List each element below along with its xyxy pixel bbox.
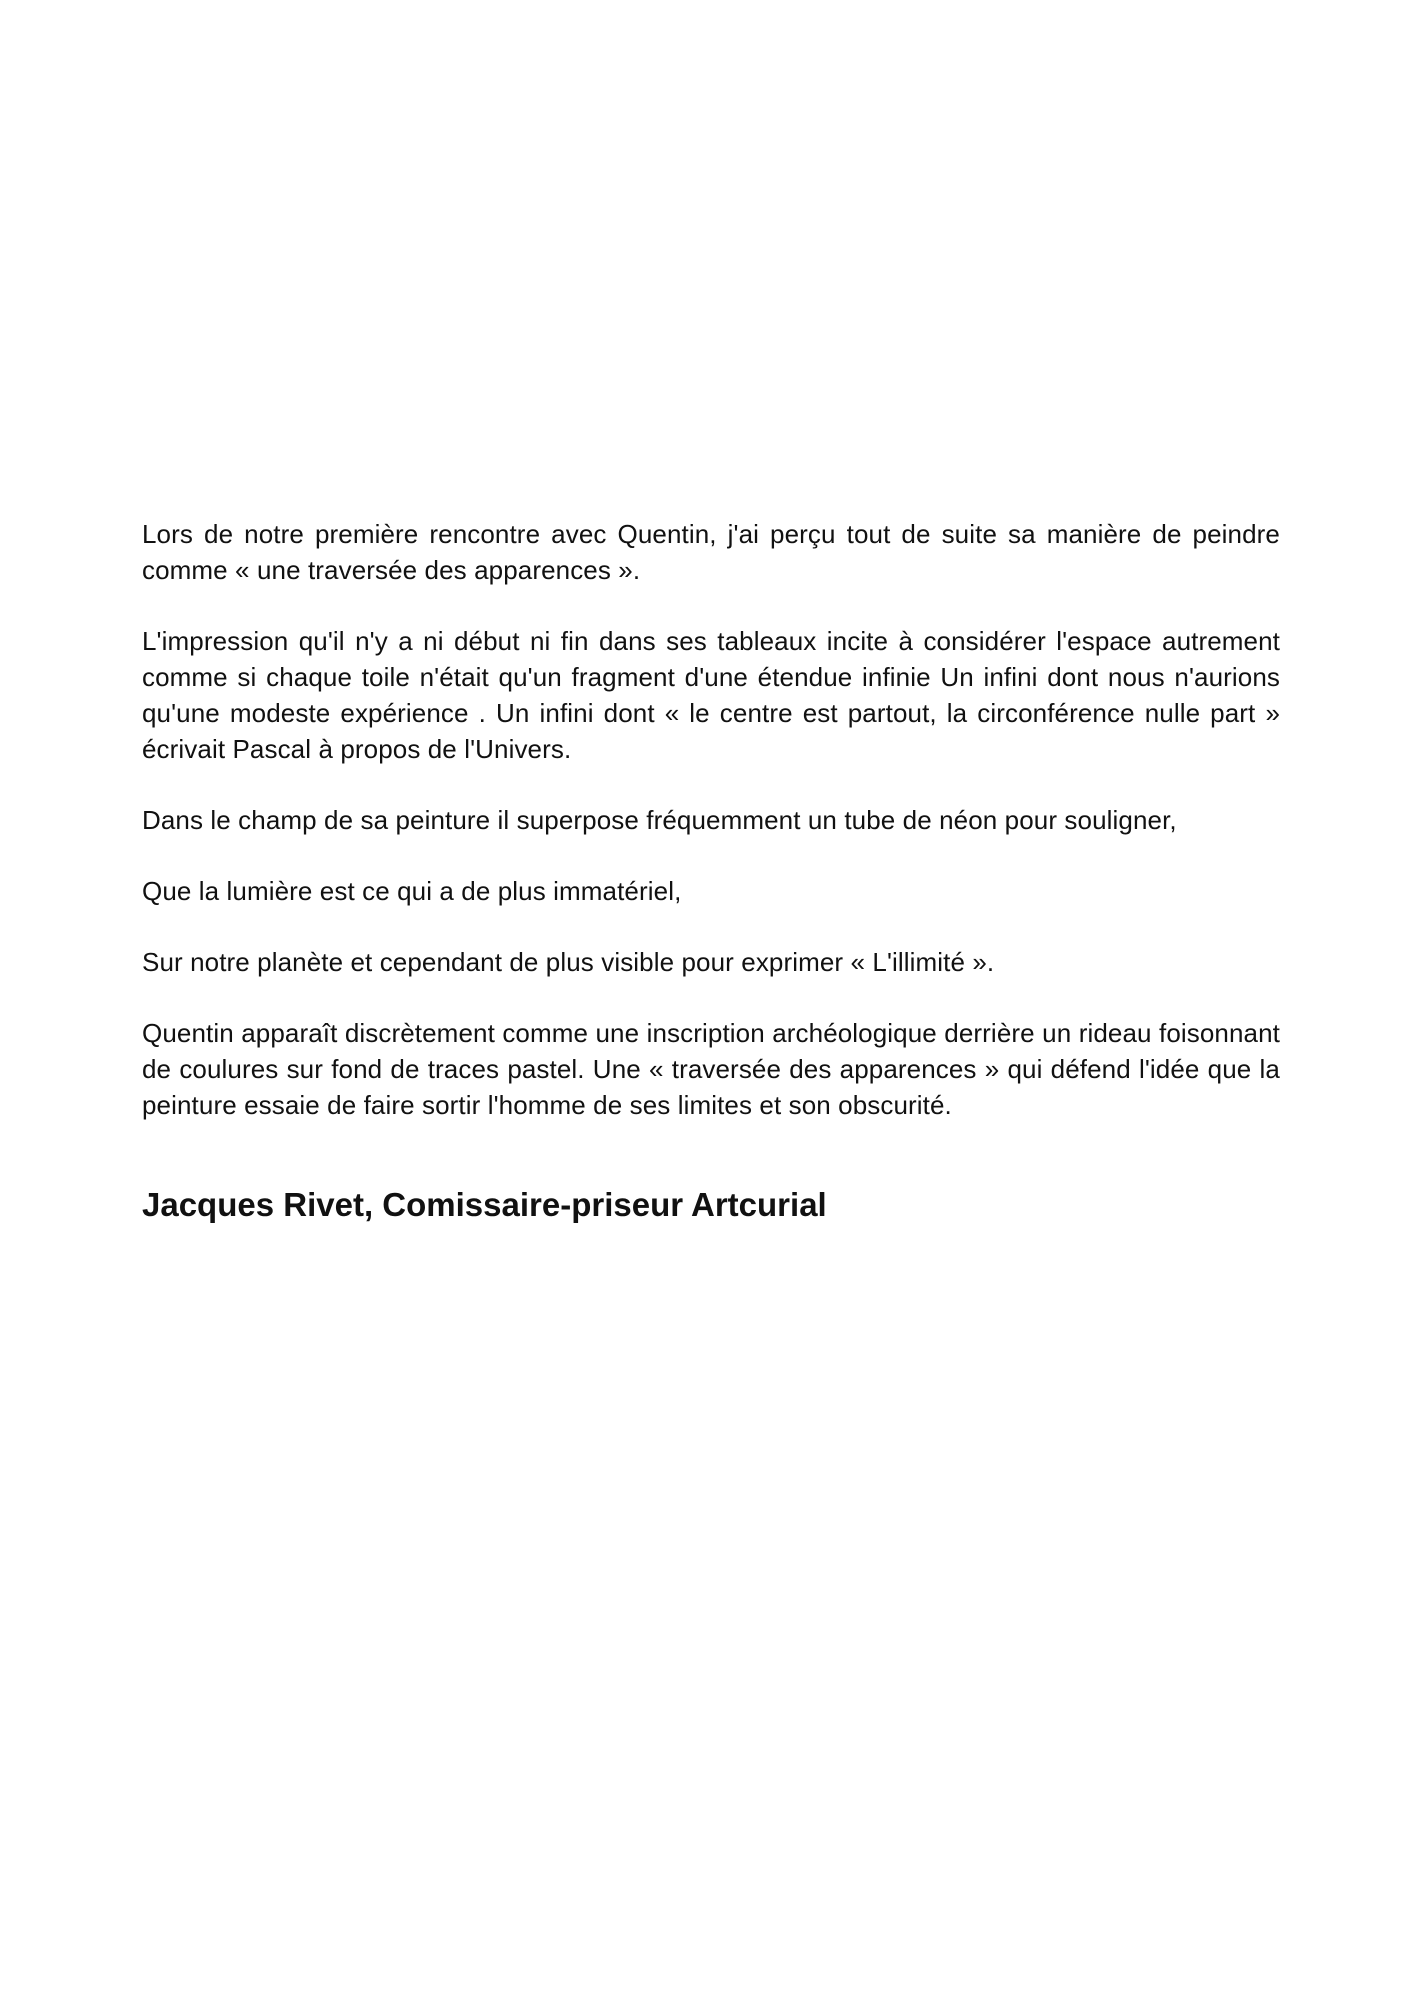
- document-page: [142, 516, 1280, 1227]
- paragraph-infinity: L'impression qu'il n'y a ni début ni fin dans ses tableaux incite à considérer l'espace autrement comme si chaque toile n'était qu'un fragment d'une étendue infinie Un infini dont nous n'aurions qu'une modeste expérience . Un infini dont « le centre est partout, la circonférence nulle part » écrivait Pascal à propos de l'Univers.: [142, 626, 1280, 764]
- paragraph-conclusion: Quentin apparaît discrètement comme une inscription archéologique derrière un rideau foisonnant de coulures sur fond de traces pastel. Une « traversée des apparences » qui défend l'idée que la peinture essaie de faire sortir l'homme de ses limites et son obscurité.: [142, 1018, 1280, 1120]
- author-signature: Jacques Rivet, Comissaire-priseur Artcurial: [142, 1186, 827, 1223]
- paragraph-light: Que la lumière est ce qui a de plus immatériel,: [142, 876, 682, 906]
- paragraph-intro: Lors de notre première rencontre avec Quentin, j'ai perçu tout de suite sa manière de peindre comme « une traversée des apparences ».: [142, 519, 1280, 585]
- paragraph-neon: Dans le champ de sa peinture il superpose fréquemment un tube de néon pour souligner,: [142, 805, 1177, 835]
- paragraph-planet: Sur notre planète et cependant de plus visible pour exprimer « L'illimité ».: [142, 947, 995, 977]
